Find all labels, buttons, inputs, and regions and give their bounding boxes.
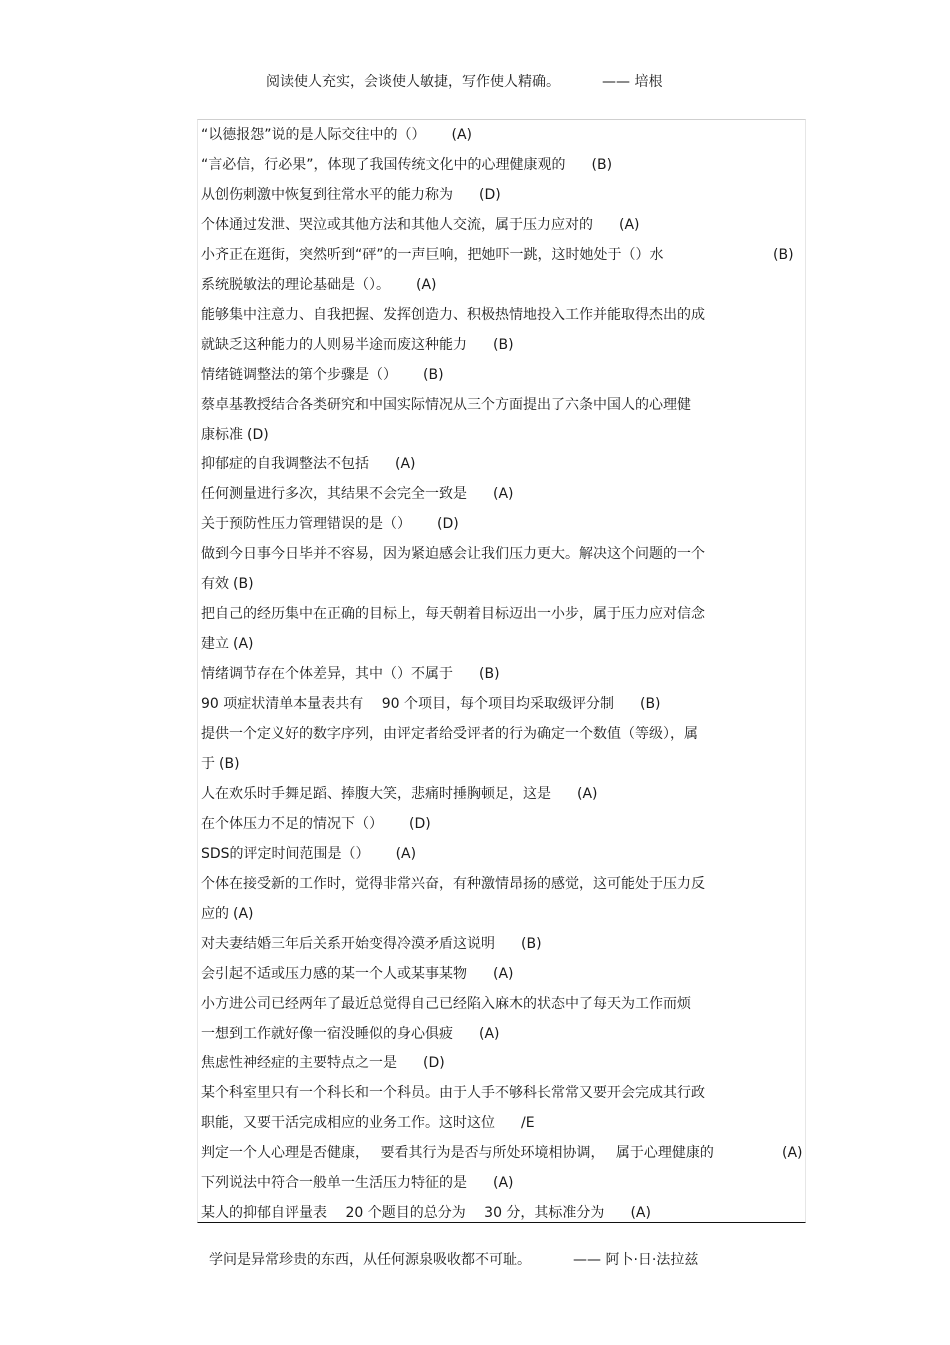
question-line: [201, 396, 691, 414]
question-line: [201, 965, 514, 983]
question-line: [201, 1204, 651, 1222]
question-text: 小方进公司已经两年了最近总觉得自己已经陷入麻木的状态中了每天为工作而烦: [201, 996, 691, 1012]
question-line: [201, 935, 542, 953]
question-text: 情绪链调整法的第个步骤是（）: [201, 367, 397, 383]
question-line: [201, 875, 705, 893]
question-line: [201, 605, 705, 623]
answer-label: (D): [479, 187, 501, 203]
question-text: 蔡卓基教授结合各类研究和中国实际情况从三个方面提出了六条中国人的心理健: [201, 397, 691, 413]
question-line: [201, 336, 514, 354]
question-text: 系统脱敏法的理论基础是（）。: [201, 277, 390, 293]
answer-label: (A): [782, 1145, 803, 1161]
answer-label: (B): [219, 756, 240, 772]
question-line: [201, 1084, 705, 1102]
header-quote-text: 阅读使人充实，会谈使人敏捷，写作使人精确。: [266, 74, 560, 90]
question-line: [201, 366, 444, 384]
answer-label: (A): [395, 456, 416, 472]
question-line: [201, 995, 691, 1013]
question-text: 从创伤刺激中恢复到往常水平的能力称为: [201, 187, 453, 203]
answer-label: (B): [423, 367, 444, 383]
question-text: 康标准: [201, 427, 243, 443]
answer-label: (B): [233, 576, 254, 592]
question-text: 建立: [201, 636, 229, 652]
answer-label: (B): [773, 247, 794, 263]
answer-label: (A): [493, 966, 514, 982]
question-text: 一想到工作就好像一宿没睡似的身心俱疲: [201, 1026, 453, 1042]
question-text: 有效: [201, 576, 229, 592]
question-line: [201, 276, 437, 294]
answer-label: (A): [233, 906, 254, 922]
answer-label: (B): [639, 696, 661, 712]
question-line: [201, 695, 661, 713]
question-line: [201, 156, 612, 174]
question-line: [201, 306, 705, 324]
answer-label: (B): [521, 936, 542, 952]
answer-label: (A): [479, 1026, 500, 1042]
question-line: [201, 755, 240, 773]
question-text: 做到今日事今日毕并不容易，因为紧迫感会让我们压力更大。解决这个问题的一个: [201, 546, 705, 562]
question-line: [201, 725, 698, 743]
answer-label: (A): [395, 846, 417, 862]
question-text: 小齐正在逛街，突然听到“砰”的一声巨响，把她吓一跳，这时她处于（）水: [201, 247, 664, 263]
answer-label: (A): [630, 1205, 651, 1221]
footer-quote-author: —— 阿卜·日·法拉兹: [573, 1252, 699, 1268]
question-text: 个体通过发泄、哭泣或其他方法和其他人交流，属于压力应对的: [201, 217, 593, 233]
question-line: [201, 1025, 500, 1043]
question-text: “言必信，行必果”，体现了我国传统文化中的心理健康观的: [201, 157, 566, 173]
footer-quote: [209, 1249, 698, 1269]
question-line: [201, 665, 500, 683]
question-text: 会引起不适或压力感的某一个人或某事某物: [201, 966, 467, 982]
question-line: [201, 635, 254, 653]
question-text: 于: [201, 756, 215, 772]
question-line: [201, 455, 416, 473]
question-text: 个体在接受新的工作时，觉得非常兴奋，有种激情昂扬的感觉，这可能处于压力反: [201, 876, 705, 892]
question-text: 某人的抑郁自评量表 20 个题目的总分为 30 分，其标准分为: [201, 1205, 605, 1221]
header-quote: [266, 71, 662, 91]
question-text: 就缺乏这种能力的人则易半途而废这种能力: [201, 337, 467, 353]
question-text: 在个体压力不足的情况下（）: [201, 816, 383, 832]
question-text: 职能，又要干活完成相应的业务工作。这时这位: [201, 1115, 495, 1131]
question-line: [201, 1114, 535, 1132]
question-line: [201, 845, 416, 863]
question-line: [201, 186, 501, 204]
question-text: 90 项症状清单本量表共有 90 个项目，每个项目均采取级评分制: [201, 696, 614, 712]
question-line: [201, 815, 431, 833]
question-text: 任何测量进行多次，其结果不会完全一致是: [201, 486, 467, 502]
question-text: SDS的评定时间范围是（）: [201, 846, 370, 862]
question-text: 某个科室里只有一个科长和一个科员。由于人手不够科长常常又要开会完成其行政: [201, 1085, 705, 1101]
question-line: [201, 1174, 514, 1192]
question-text: 下列说法中符合一般单一生活压力特征的是: [201, 1175, 467, 1191]
answer-label: (D): [409, 816, 431, 832]
answer-label: (D): [423, 1055, 445, 1071]
question-text: 人在欢乐时手舞足蹈、捧腹大笑，悲痛时捶胸顿足，这是: [201, 786, 551, 802]
question-line: [201, 1054, 445, 1072]
question-line: [201, 575, 254, 593]
question-text: 焦虑性神经症的主要特点之一是: [201, 1055, 397, 1071]
answer-label: (A): [451, 127, 473, 143]
question-line: [201, 246, 794, 264]
question-text: 关于预防性压力管理错误的是（）: [201, 516, 411, 532]
question-line: [201, 485, 514, 503]
question-text: 对夫妻结婚三年后关系开始变得冷漠矛盾这说明: [201, 936, 495, 952]
question-line: [201, 785, 598, 803]
answer-label: (D): [437, 516, 459, 532]
answer-label: (B): [479, 666, 500, 682]
question-line: [201, 545, 705, 563]
answer-label: (A): [577, 786, 598, 802]
question-line: [201, 126, 472, 144]
question-text: 判定一个人心理是否健康， 要看其行为是否与所处环境相协调， 属于心理健康的: [201, 1145, 714, 1161]
question-text: 情绪调节存在个体差异，其中（）不属于: [201, 666, 453, 682]
footer-quote-text: 学问是异常珍贵的东西，从任何源泉吸收都不可耻。: [209, 1252, 531, 1268]
question-text: 能够集中注意力、自我把握、发挥创造力、积极热情地投入工作并能取得杰出的成: [201, 307, 705, 323]
answer-label: (A): [493, 1175, 514, 1191]
question-text: 提供一个定义好的数字序列，由评定者给受评者的行为确定一个数值（等级），属: [201, 726, 698, 742]
question-line: [201, 905, 254, 923]
answer-label: (D): [247, 427, 269, 443]
answer-label: (A): [233, 636, 254, 652]
question-line: [201, 1144, 803, 1162]
question-line: [201, 515, 459, 533]
answer-label: (A): [619, 217, 640, 233]
question-line: [201, 216, 640, 234]
answer-label: /E: [521, 1115, 535, 1131]
answer-label: (B): [591, 157, 613, 173]
question-line: [201, 426, 269, 444]
answer-label: (B): [493, 337, 514, 353]
question-text: “以德报怨”说的是人际交往中的（）: [201, 127, 426, 143]
answer-label: (A): [416, 277, 437, 293]
question-text: 应的: [201, 906, 229, 922]
question-text: 抑郁症的自我调整法不包括: [201, 456, 369, 472]
answer-label: (A): [493, 486, 514, 502]
header-quote-author: —— 培根: [602, 74, 663, 90]
question-text: 把自己的经历集中在正确的目标上，每天朝着目标迈出一小步，属于压力应对信念: [201, 606, 705, 622]
